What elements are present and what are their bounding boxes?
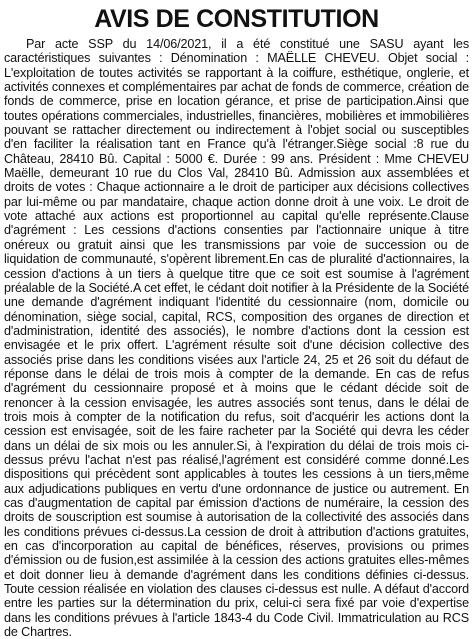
notice-body: Par acte SSP du 14/06/2021, il a été constitué une SASU ayant les caractéristiques suivantes : Dénomination : MAËLLE CHEVEU. Objet social : L'exploitation de toutes activités se rapportant à la coiffure, esthétique, onglerie, et activités connexes et complémentaires par achat de fonds de commerce, création de fonds de commerce, prise en location gérance, et prise de participation.Ainsi que toutes opérations commerciales, industrielles, financières, mobilières et immobilières pouvant se rattacher directement ou indirectement à l'objet social ou susceptibles d'en faciliter la réalisation tant en France qu'à l'étranger.Siège social :8 rue du Château, 28410 Bû. Capital : 5000 €. Durée : 99 ans. Président : Mme CHEVEU Maëlle, demeurant 10 rue du Clos Val, 28410 Bû. Admission aux assemblées et droits de votes : Chaque actionnaire a le droit de participer aux décisions collectives par lui-même ou par mandataire, chaque action donne droit à une voix. Le droit de vote attaché aux actions est proportionnel au capital qu'elle représente.Clause d'agrément : Les cessions d'actions consenties par l'actionnaire unique à titre onéreux ou gratuit ainsi que les transmissions par voie de succession ou de liquidation de communauté, s'opèrent librement.En cas de pluralité d'actionnaires, la cession d'actions à un tiers à quelque titre que ce soit est soumise à l'agrément préalable de la Société.A cet effet, le cédant doit notifier à la Présidente de la Société une demande d'agrément indiquant l'identité du cessionnaire (nom, domicile ou dénomination, siège social, capital, RCS, composition des organes de direction et d'administration, identité des associés), le nombre d'actions dont la cession est envisagée et le prix offert. L'agrément résulte soit d'une décision collective des associés prise dans les conditions visées aux l'article 24, 25 et 26 soit du défaut de réponse dans le délai de trois mois à compter de la demande. En cas de refus d'agrément du cessionnaire proposé et à moins que le cédant décide soit de renoncer à la cession envisagée, les autres associés sont tenus, dans le délai de trois mois à compter de la notification du refus, soit d'acquérir les actions dont la cession est envisagée, soit de les faire racheter par la Société qui devra les céder dans un délai de six mois ou les annuler.Si, à l'expiration du délai de trois mois ci-dessus prévu l'achat n'est pas réalisé,l'agrément est considéré comme donné.Les dispositions qui précèdent sont applicables à toutes les cessions à un tiers,même aux adjudications publiques en vertu d'une ordonnance de justice ou autrement. En cas d'augmentation de capital par émission d'actions de numéraire, la cession des droits de souscription est soumise à autorisation de la collectivité des associés dans les conditions prévues ci-dessus.La cession de droit à attribution d'actions gratuites, en cas d'incorporation au capital de bénéfices, réserves, provisions ou primes d'émission ou de fusion,est assimilée à la cession des actions gratuites elles-mêmes et doit donner lieu à demande d'agrément dans les conditions définies ci-dessus. Toute cession réalisée en violation des clauses ci-dessus est nulle. A défaut d'accord entre les parties sur la détermination du prix, celui-ci sera fixé par voie d'expertise dans les conditions prévues à l'article 1843-4 du Code Civil. Immatriculation au RCS de Chartres.	[4, 37, 469, 639]
notice-title: AVIS DE CONSTITUTION	[94, 5, 379, 33]
